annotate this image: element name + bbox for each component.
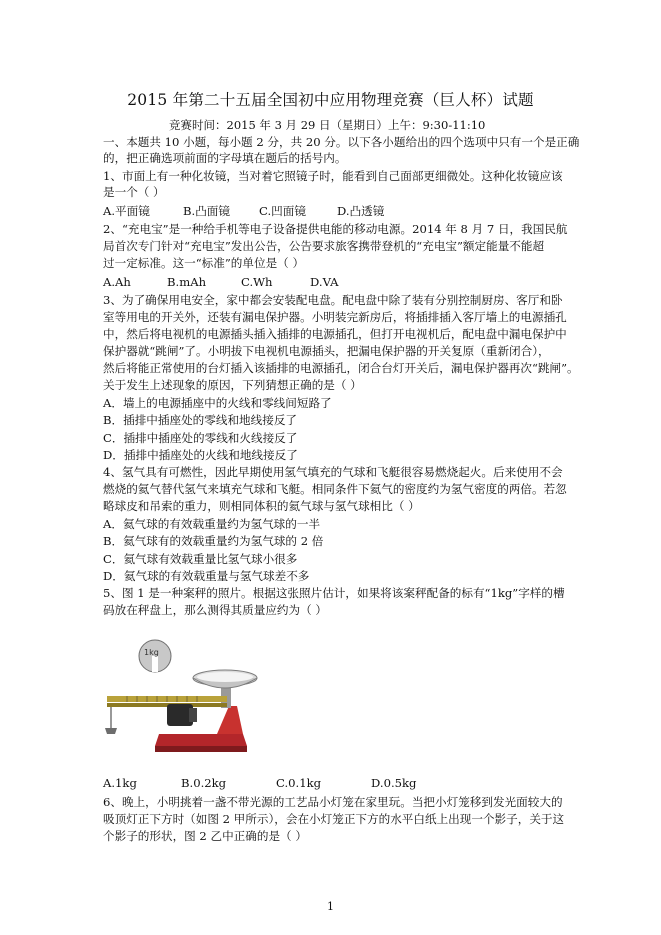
q5-option-a: A.1kg: [103, 776, 137, 790]
q3-text-line: 中，然后将电视机的电源插头插入插排的电源插孔，但打开电视机后，配电盘中漏电保护中: [103, 327, 567, 341]
q5-text-line: 5、图 1 是一种案秤的照片。根据这张照片估计，如果将该案秤配备的标有“1kg”字样的槽: [103, 586, 565, 600]
q5-option-d: D.0.5kg: [371, 776, 417, 790]
q1-option-b: B.凸面镜: [183, 204, 230, 218]
q4-choice-b: B．氦气球有的效载重量约为氢气球的 2 倍: [103, 534, 324, 548]
section-intro-line: 一、本题共 10 小题，每小题 2 分，共 20 分。以下各小题给出的四个选项中只有一个是正确: [103, 135, 580, 149]
q3-text-line: 保护器就“跳闸”了。小明拔下电视机电源插头，把漏电保护器的开关复原（重新闭合），: [103, 344, 550, 358]
q6-text-line: 吸顶灯正下方时（如图 2 甲所示），会在小灯笼正下方的水平白纸上出现一个影子，关于这: [103, 812, 565, 826]
section-intro-line: 的，把正确选项前面的字母填在题后的括号内。: [103, 151, 347, 165]
page-number: 1: [327, 900, 334, 913]
q4-choice-d: D．氦气球的有效载重量与氢气球差不多: [103, 569, 310, 583]
exam-time: 竞赛时间：2015 年 3 月 29 日（星期日）上午：9:30-11:10: [169, 118, 486, 132]
q2-option-b: B.mAh: [167, 275, 207, 289]
q4-text-line: 略球皮和吊索的重力，则相同体积的氦气球与氢气球相比（ ）: [103, 499, 420, 513]
q1-text-line: 是一个（ ）: [103, 185, 165, 199]
q2-text-line: 过一定标准。这一“标准”的单位是（ ）: [103, 256, 305, 270]
page-title: 2015 年第二十五届全国初中应用物理竞赛（巨人杯）试题: [127, 91, 534, 109]
q3-choice-d: D．插排中插座处的火线和地线接反了: [103, 448, 298, 462]
q5-option-c: C.0.1kg: [276, 776, 322, 790]
scale-base: [155, 734, 247, 746]
q2-option-c: C.Wh: [241, 275, 273, 289]
q1-option-d: D.凸透镜: [337, 204, 385, 218]
q4-choice-a: A．氦气球的有效载重量约为氢气球的一半: [103, 517, 321, 531]
q2-text-line: 2、“充电宝”是一种给手机等电子设备提供电能的移动电源。2014 年 8 月 7 日，我国民航: [103, 222, 568, 236]
counter-scale-figure: [97, 628, 263, 765]
q3-choice-b: B．插排中插座处的零线和地线接反了: [103, 413, 298, 427]
q6-text-line: 个影子的形状，图 2 乙中正确的是（ ）: [103, 829, 307, 843]
q6-text-line: 6、晚上，小明挑着一盏不带光源的工艺品小灯笼在家里玩。当把小灯笼移到发光面较大的: [103, 795, 563, 809]
hanger-weight: [105, 728, 117, 734]
q3-choice-a: A．墙上的电源插座中的火线和零线间短路了: [103, 396, 332, 410]
slotted-weight-label: 1kg: [144, 648, 159, 657]
q5-text-line: 码放在秤盘上，那么测得其质量应约为（ ）: [103, 603, 327, 617]
q4-text-line: 燃烧的氦气替代氢气来填充气球和飞艇。相同条件下氦气的密度约为氢气密度的两倍。若忽: [103, 482, 567, 496]
q3-text-line: 3、为了确保用电安全，家中都会安装配电盘。配电盘中除了装有分别控制厨房、客厅和卧: [103, 293, 563, 307]
q2-option-d: D.VA: [310, 275, 339, 289]
q1-option-c: C.凹面镜: [259, 204, 306, 218]
q3-text-line: 关于发生上述现象的原因，下列猜想正确的是（ ）: [103, 378, 362, 392]
q5-option-b: B.0.2kg: [181, 776, 227, 790]
q3-choice-c: C．插排中插座处的零线和火线接反了: [103, 431, 298, 445]
q1-option-a: A.平面镜: [103, 204, 150, 218]
q3-text-line: 室等用电的开关外，还装有漏电保护器。小明装完新房后，将插排插入客厅墙上的电源插孔: [103, 310, 567, 324]
q2-option-a: A.Ah: [103, 275, 131, 289]
q4-text-line: 4、氢气具有可燃性，因此早期使用氢气填充的气球和飞艇很容易燃烧起火。后来使用不会: [103, 465, 563, 479]
q3-text-line: 然后将能正常使用的台灯插入该插排的电源插孔，闭合台灯开关后，漏电保护器再次“跳闸”。: [103, 361, 579, 375]
q2-text-line: 局首次专门针对“充电宝”发出公告，公告要求旅客携带登机的“充电宝”额定能量不能超: [103, 239, 545, 253]
q1-text-line: 1、市面上有一种化妆镜，当对着它照镜子时，能看到自己面部更细微处。这种化妆镜应该: [103, 169, 563, 183]
q4-choice-c: C．氦气球有效载重量比氢气球小很多: [103, 552, 298, 566]
